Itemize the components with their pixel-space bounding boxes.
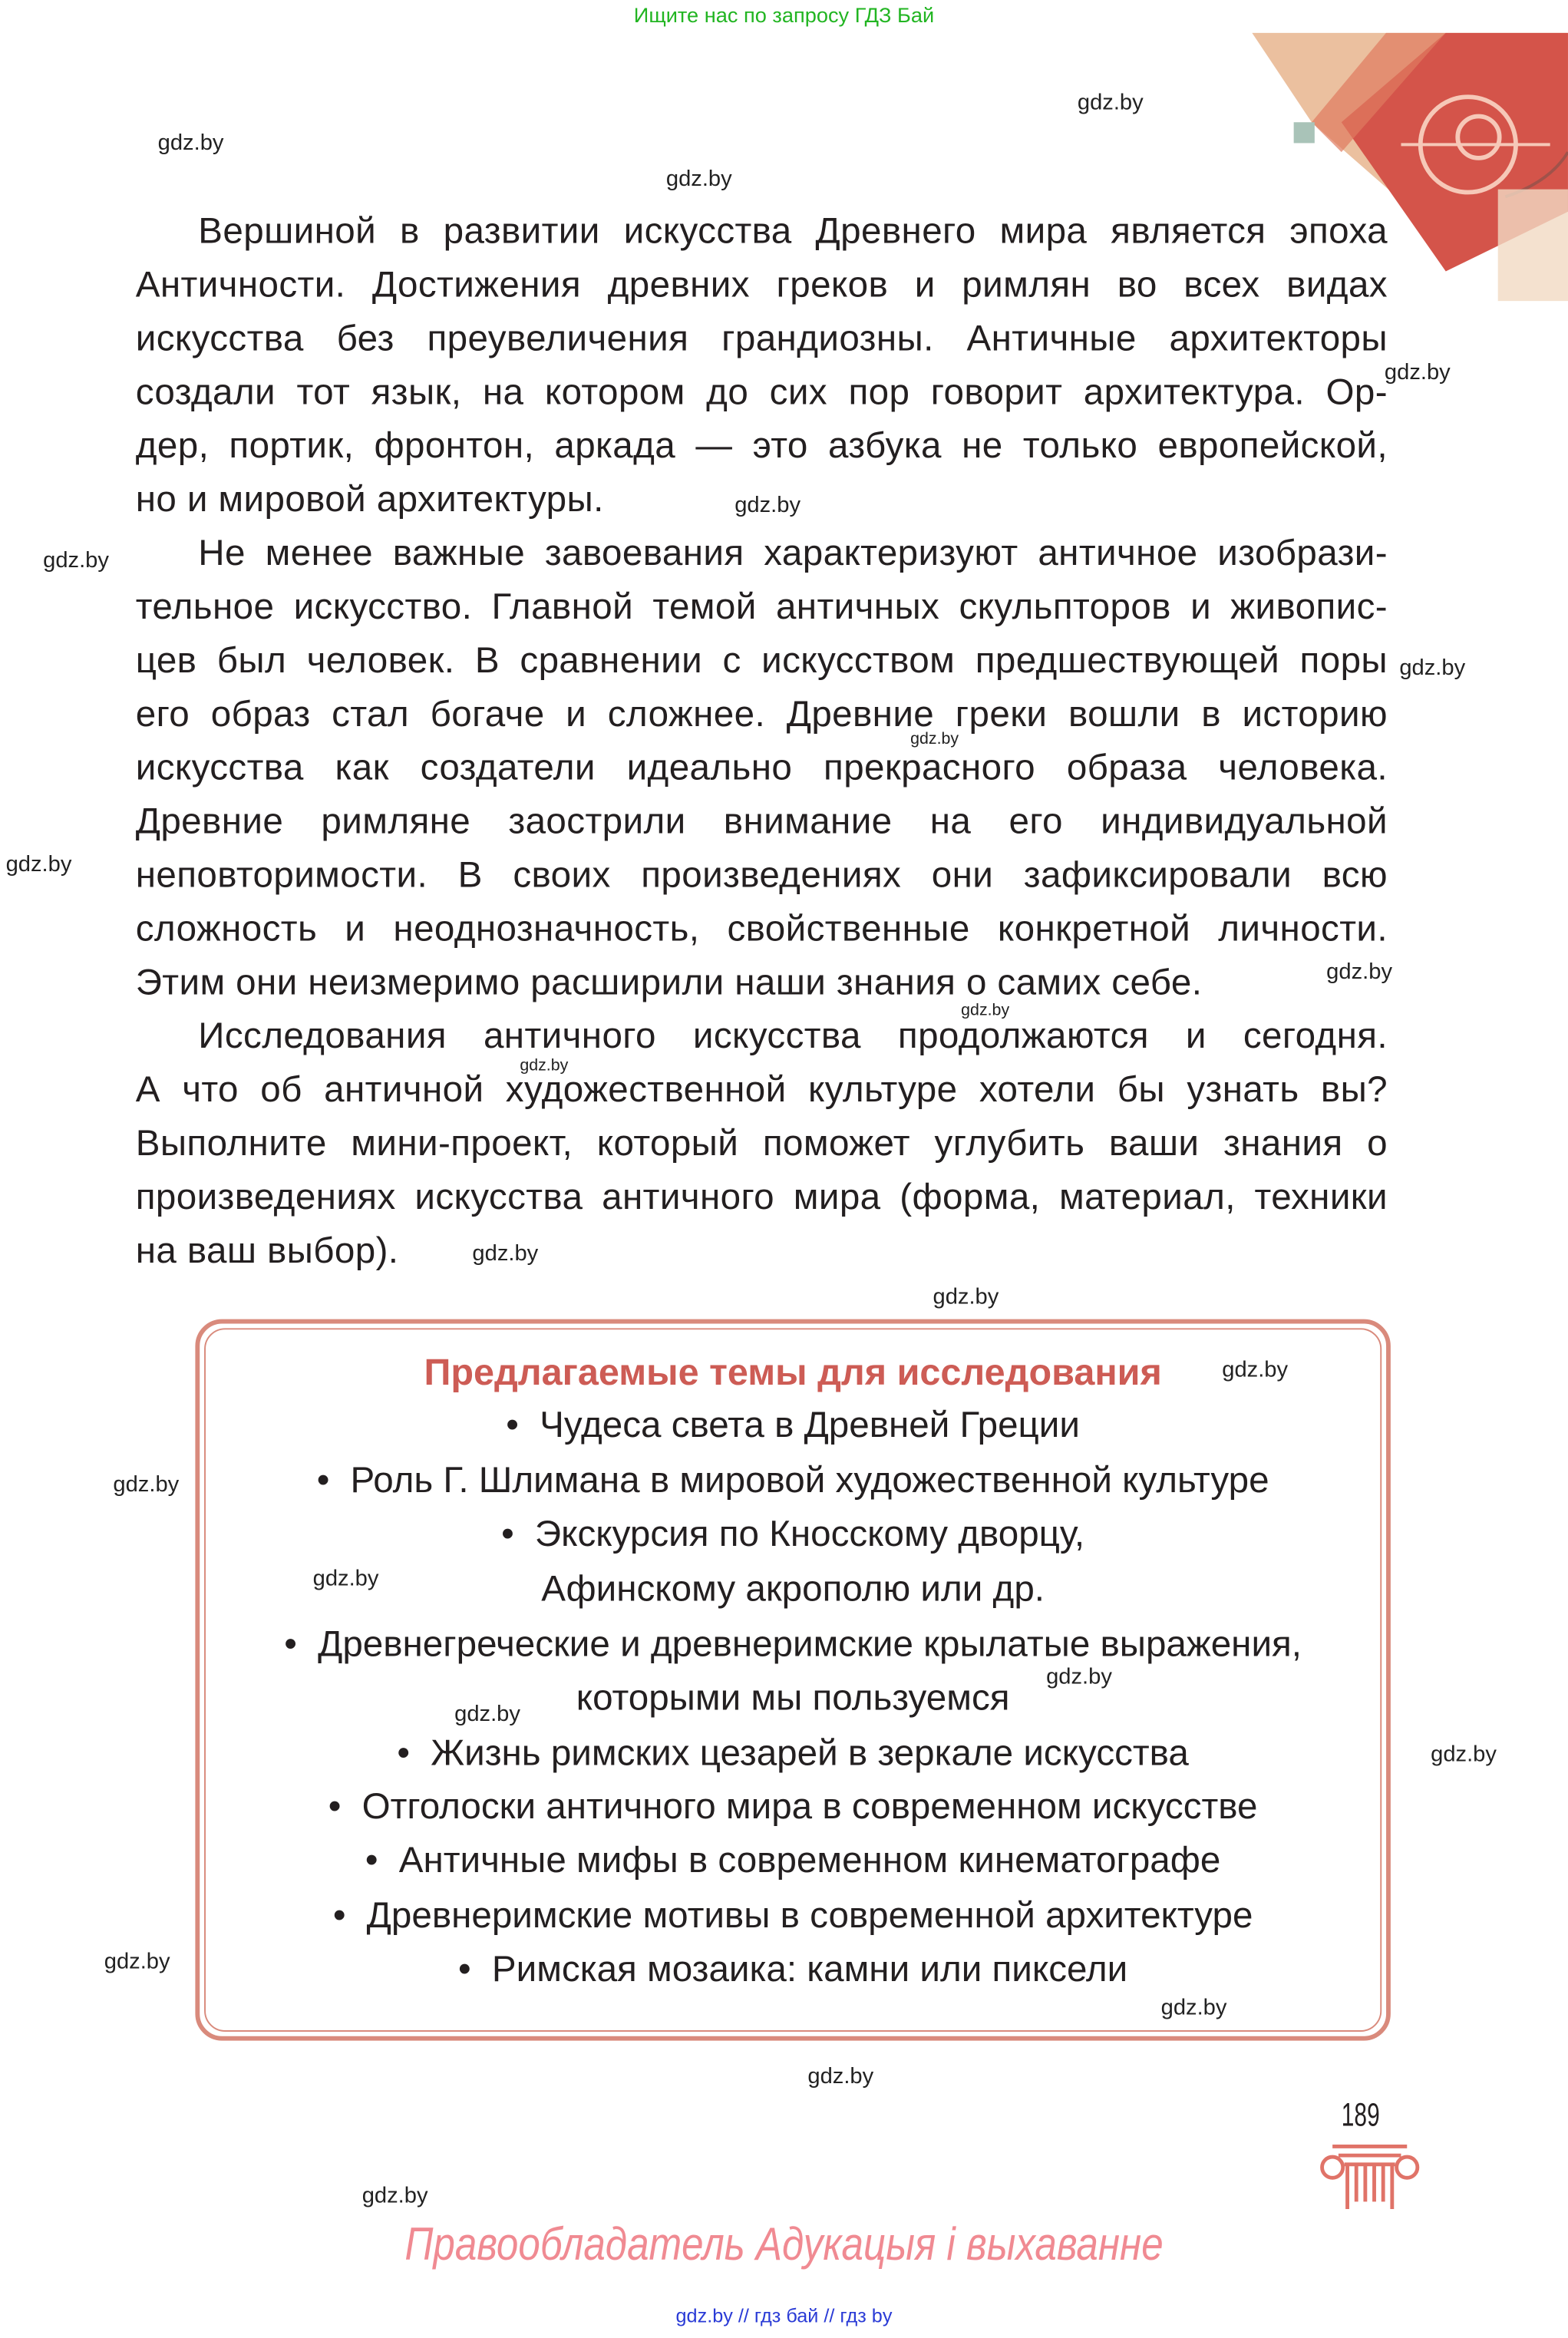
body-line: Этим они неизмеримо расширили наши знания о самих себе. — [135, 963, 1203, 1003]
decorative-corner-ornament — [1252, 33, 1568, 302]
watermark: gdz.by — [1222, 1357, 1289, 1383]
watermark: gdz.by — [157, 130, 224, 156]
body-line: Исследования античного искусства продолжаются и сегодня. — [198, 1016, 1388, 1057]
body-line: Не менее важные завоевания характеризуют античное изобрази- — [198, 533, 1388, 574]
bullet-icon: • — [284, 1624, 297, 1666]
body-line: тельное искусство. Главной темой античных скульпторов и живопис- — [135, 587, 1388, 628]
watermark: gdz.by — [1160, 1995, 1227, 2021]
body-line: Вершиной в развитии искусства Древнего мира является эпоха — [198, 211, 1388, 253]
page-number: 189 — [1341, 2095, 1380, 2134]
body-line: Древние римляне заострили внимание на его индивидуальной — [135, 801, 1388, 843]
body-line: неповторимости. В своих произведениях они зафиксировали всю — [135, 855, 1388, 897]
top-banner[interactable]: Ищите нас по запросу ГДЗ Бай — [633, 2, 935, 27]
topic-item: • Древнегреческие и древнеримские крылатые выражения, — [284, 1624, 1302, 1666]
bullet-icon: • — [397, 1733, 411, 1774]
topic-item: • Римская мозаика: камни или пиксели — [458, 1950, 1128, 1990]
body-line: создали тот язык, на котором до сих пор говорит архитектура. Ор- — [135, 372, 1388, 413]
bullet-icon: • — [365, 1841, 378, 1881]
body-line: дер, портик, фронтон, аркада — это азбука не только европейской, — [135, 426, 1388, 467]
body-line: А что об античной художественной культуре хотели бы узнать вы? — [135, 1070, 1388, 1111]
ionic-column-icon — [1318, 2142, 1422, 2217]
watermark: gdz.by — [1384, 359, 1451, 386]
copyright-notice: Правообладатель Адукацыя і выхаванне — [404, 2217, 1164, 2270]
bullet-icon: • — [501, 1514, 514, 1555]
watermark: gdz.by — [520, 1056, 569, 1075]
watermark: gdz.by — [472, 1240, 539, 1266]
topic-item: • Роль Г. Шлимана в мировой художественной культуре — [316, 1461, 1269, 1501]
watermark: gdz.by — [454, 1701, 520, 1727]
bullet-icon: • — [506, 1405, 519, 1446]
watermark: gdz.by — [933, 1284, 999, 1310]
watermark: gdz.by — [910, 730, 959, 748]
watermark: gdz.by — [5, 851, 72, 877]
watermark: gdz.by — [113, 1471, 180, 1498]
watermark: gdz.by — [665, 166, 732, 192]
watermark: gdz.by — [1399, 655, 1466, 681]
body-line: но и мировой архитектуры. — [135, 480, 604, 520]
watermark: gdz.by — [312, 1566, 379, 1592]
body-line: искусства как создатели идеально прекрасного образа человека. — [135, 748, 1388, 789]
watermark: gdz.by — [734, 492, 801, 518]
watermark: gdz.by — [807, 2063, 874, 2089]
watermark: gdz.by — [961, 1002, 1010, 1020]
body-line: Античности. Достижения древних греков и римлян во всех видах — [135, 265, 1388, 306]
topic-item: • Древнеримские мотивы в современной архитектуре — [332, 1896, 1253, 1937]
topics-title: Предлагаемые темы для исследования — [424, 1352, 1162, 1394]
topic-item: • Чудеса света в Древней Греции — [506, 1405, 1080, 1446]
topic-item-continuation: Афинскому акрополю или др. — [541, 1569, 1045, 1610]
body-line: на ваш выбор). — [135, 1231, 399, 1272]
footer-links[interactable]: gdz.by // гдз бай // гдз by — [675, 2304, 893, 2327]
bullet-icon: • — [332, 1896, 346, 1937]
topic-item-continuation: которыми мы пользуемся — [576, 1678, 1010, 1719]
topic-item: • Античные мифы в современном кинематографе — [365, 1841, 1221, 1881]
body-line: цев был человек. В сравнении с искусством предшествующей поры — [135, 641, 1388, 682]
watermark: gdz.by — [361, 2183, 428, 2209]
body-line: сложность и неоднозначность, свойственные конкретной личности. — [135, 909, 1388, 950]
topic-item: • Жизнь римских цезарей в зеркале искусства — [397, 1733, 1189, 1774]
topic-item: • Отголоски античного мира в современном искусстве — [328, 1787, 1258, 1828]
body-line: искусства без преувеличения грандиозны. Античные архитекторы — [135, 319, 1388, 360]
body-line: Выполните мини-проект, который поможет углубить ваши знания о — [135, 1124, 1388, 1164]
bullet-icon: • — [458, 1950, 471, 1990]
watermark: gdz.by — [1326, 959, 1393, 985]
watermark: gdz.by — [43, 547, 109, 573]
watermark: gdz.by — [104, 1949, 170, 1975]
bullet-icon: • — [328, 1787, 342, 1828]
body-line: его образ стал богаче и сложнее. Древние греки вошли в историю — [135, 694, 1388, 735]
watermark: gdz.by — [1077, 90, 1144, 116]
topic-item: • Экскурсия по Кносскому дворцу, — [501, 1514, 1085, 1555]
bullet-icon: • — [316, 1461, 330, 1501]
watermark: gdz.by — [1046, 1664, 1112, 1690]
body-line: произведениях искусства античного мира (форма, материал, техники — [135, 1177, 1388, 1218]
watermark: gdz.by — [1431, 1742, 1497, 1768]
